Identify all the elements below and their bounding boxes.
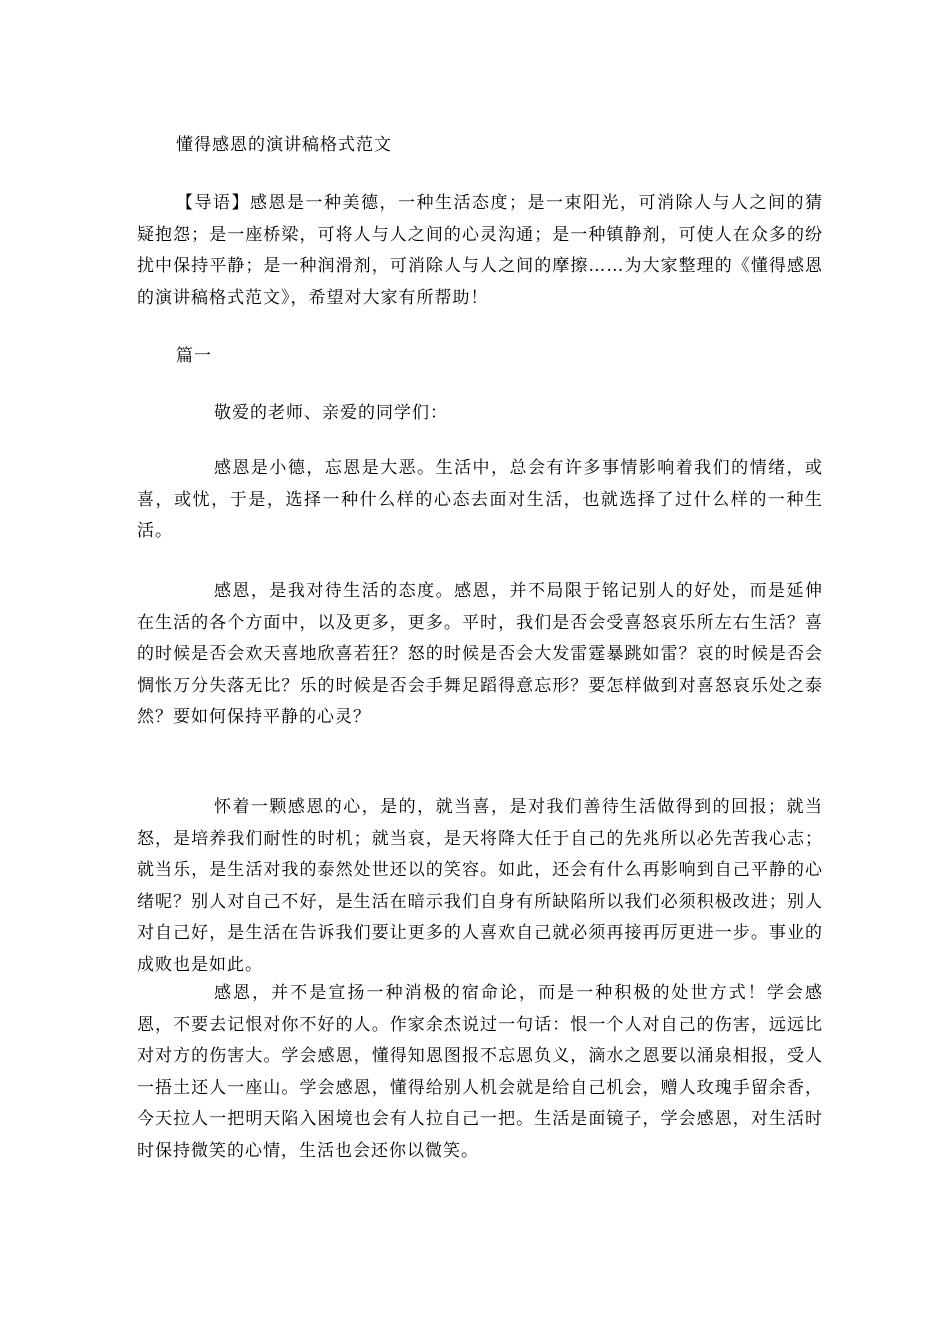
document-title: 懂得感恩的演讲稿格式范文 xyxy=(176,135,392,155)
section-label: 篇一 xyxy=(176,346,212,366)
greeting: 敬爱的老师、亲爱的同学们： xyxy=(214,403,448,423)
intro-paragraph: 【导语】感恩是一种美德，一种生活态度；是一束阳光，可消除人与人之间的猜疑抱怨；是一座桥梁，可将人与人之间的心灵沟通；是一种镇静剂，可使人在众多的纷扰中保持平静；是一种润滑剂，可消除人与人之间的摩擦……为大家整理的《懂得感恩的演讲稿格式范文》，希望对大家有所帮助！ xyxy=(137,193,823,308)
body-paragraph-1: 感恩是小德，忘恩是大恶。生活中，总会有许多事情影响着我们的情绪，或喜，或忧，于是，选择一种什么样的心态去面对生活，也就选择了过什么样的一种生活。 xyxy=(137,458,823,541)
body-paragraph-4: 感恩，并不是宣扬一种消极的宿命论，而是一种积极的处世方式！学会感恩，不要去记恨对你不好的人。作家余杰说过一句话：恨一个人对自己的伤害，远远比对对方的伤害大。学会感恩，懂得知恩图报不忘恩负义，滴水之恩要以涌泉相报，受人一捂土还人一座山。学会感恩，懂得给别人机会就是给自己机会，赠人玫瑰手留余香，今天拉人一把明天陷入困境也会有人拉自己一把。生活是面镜子，学会感恩，对生活时时保持微笑的心情，生活也会还你以微笑。 xyxy=(137,983,823,1161)
body-paragraph-2: 感恩，是我对待生活的态度。感恩，并不局限于铭记别人的好处，而是延伸在生活的各个方面中，以及更多，更多。平时，我们是否会受喜怒哀乐所左右生活？喜的时候是否会欢天喜地欣喜若狂？怒的时候是否会大发雷霆暴跳如雷？哀的时候是否会惆怅万分失落无比？乐的时候是否会手舞足蹈得意忘形？要怎样做到对喜怒哀乐处之泰然？要如何保持平静的心灵？ xyxy=(137,581,823,727)
body-paragraph-3: 怀着一颗感恩的心，是的，就当喜，是对我们善待生活做得到的回报；就当怒，是培养我们耐性的时机；就当哀，是天将降大任于自己的先兆所以必先苦我心志；就当乐，是生活对我的泰然处世还以的笑容。如此，还会有什么再影响到自己平静的心绪呢？别人对自己不好，是生活在暗示我们自身有所缺陷所以我们必须积极改进；别人对自己好，是生活在告诉我们要让更多的人喜欢自己就必须再接再厉更进一步。事业的成败也是如此。 xyxy=(137,797,823,975)
